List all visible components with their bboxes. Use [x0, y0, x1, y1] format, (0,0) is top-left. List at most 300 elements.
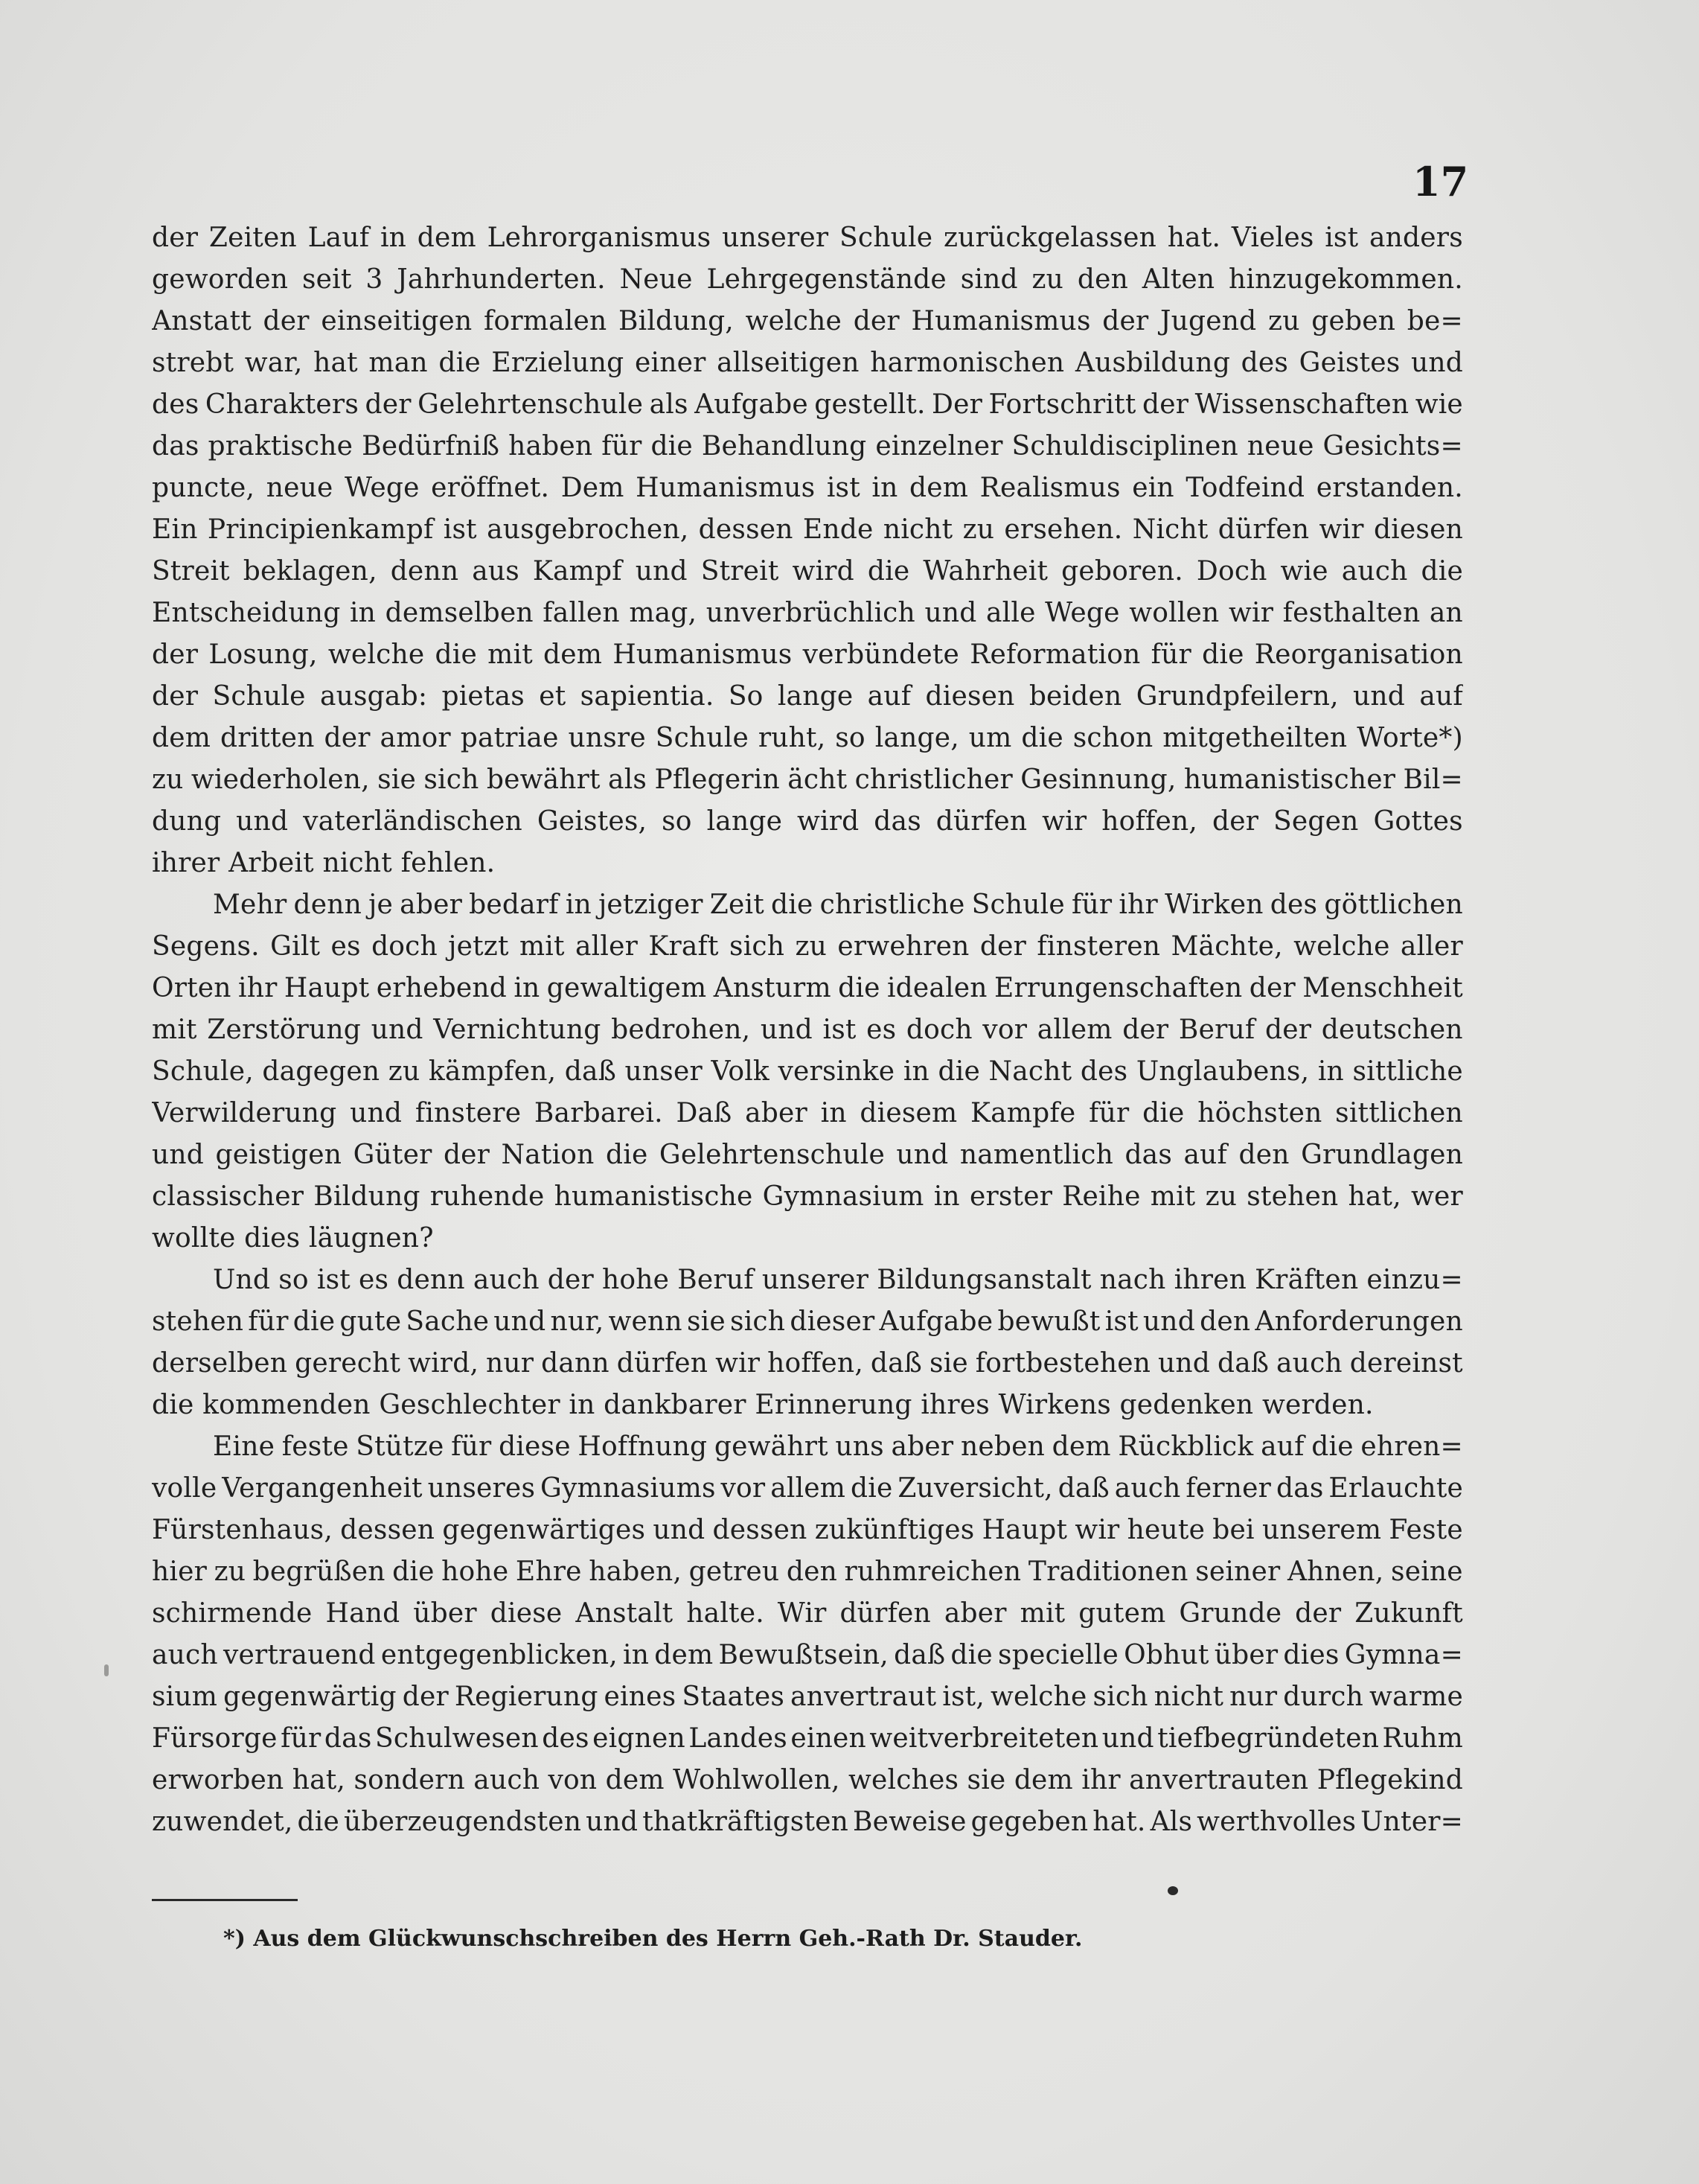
- word: der: [324, 723, 371, 753]
- word: humanistische: [554, 1181, 753, 1212]
- word: und: [371, 1015, 423, 1045]
- word: zu: [795, 931, 828, 962]
- word: ist: [826, 473, 860, 503]
- text-line: [152, 217, 1463, 259]
- word: und: [1158, 1348, 1211, 1379]
- word: Nation: [501, 1140, 595, 1170]
- word: Grundpfeilern,: [1136, 681, 1339, 712]
- word: man: [368, 348, 428, 378]
- word: gegenwärtig: [223, 1682, 397, 1712]
- word: den: [1200, 1306, 1251, 1337]
- word: Kräften: [1255, 1265, 1359, 1295]
- word: ehren=: [1360, 1431, 1463, 1462]
- word: der: [402, 1682, 449, 1712]
- word: 3: [365, 264, 383, 295]
- word: mit: [487, 639, 533, 670]
- word: classischer: [152, 1181, 304, 1212]
- word: auf: [1261, 1431, 1305, 1462]
- word: Zuversicht,: [898, 1473, 1053, 1504]
- word: zu: [214, 1556, 246, 1587]
- word: die: [771, 890, 813, 920]
- text-line: [152, 1801, 1463, 1843]
- word: der: [365, 389, 412, 420]
- word: mit: [1150, 1181, 1196, 1212]
- word: mit: [519, 931, 565, 962]
- word: Realismus: [979, 473, 1121, 503]
- word: Geistes: [1299, 348, 1401, 378]
- text-line: [152, 801, 1463, 843]
- word: den: [786, 1556, 837, 1587]
- word: und: [653, 1515, 705, 1545]
- word: für: [1071, 890, 1113, 920]
- body-text: [152, 217, 1463, 1843]
- word: in: [349, 598, 377, 628]
- word: dann: [541, 1348, 609, 1379]
- word: humanistischer: [1183, 764, 1396, 795]
- word: Fürstenhaus,: [152, 1515, 333, 1545]
- word: welche: [1293, 931, 1390, 962]
- word: Gelehrtenschule: [417, 389, 644, 420]
- word: sapientia.: [580, 681, 714, 712]
- word: Vieles: [1231, 223, 1314, 253]
- word: halte.: [686, 1598, 764, 1629]
- word: Wege: [345, 473, 420, 503]
- text-line: [152, 634, 1463, 676]
- word: Zerstörung: [207, 1015, 362, 1045]
- text-line: [152, 1093, 1463, 1134]
- word: hat,: [1348, 1181, 1401, 1212]
- word: feste: [281, 1431, 349, 1462]
- word: die: [938, 1056, 980, 1087]
- word: Fürsorge: [152, 1723, 278, 1754]
- word: Pflegekind: [1316, 1765, 1463, 1795]
- word: zu: [962, 514, 995, 545]
- word: die: [1202, 639, 1244, 670]
- word: fortbestehen: [975, 1348, 1151, 1379]
- word: Erlauchte: [1328, 1473, 1463, 1504]
- word: den: [1238, 1140, 1290, 1170]
- word: allem: [1037, 1015, 1113, 1045]
- word: jetzt: [448, 931, 509, 962]
- word: durch: [1283, 1682, 1364, 1712]
- word: uns: [835, 1431, 884, 1462]
- word: Losung,: [208, 639, 318, 670]
- text-line: [152, 1134, 1463, 1176]
- word: Wissenschaften: [1194, 389, 1410, 420]
- word: eines: [604, 1682, 676, 1712]
- word: welche: [327, 639, 425, 670]
- word: Ein: [152, 514, 198, 545]
- text-line: [152, 1551, 1463, 1593]
- word: hat.: [1092, 1807, 1146, 1837]
- word: Geistes,: [537, 806, 647, 837]
- word: Hoffnung: [577, 1431, 708, 1462]
- word: nicht: [1154, 1682, 1224, 1712]
- word: Kampfe: [970, 1098, 1076, 1128]
- word: Eine: [213, 1431, 275, 1462]
- text-line: [152, 593, 1463, 634]
- word: dem: [1014, 1765, 1073, 1795]
- text-line: ihrer Arbeit nicht fehlen.: [152, 848, 496, 878]
- text-line: [152, 426, 1463, 467]
- word: amor: [380, 723, 451, 753]
- word: Gesichts=: [1322, 431, 1463, 462]
- word: auf: [867, 681, 912, 712]
- word: hinzugekommen.: [1229, 264, 1463, 295]
- word: und: [896, 1140, 949, 1170]
- word: und: [236, 806, 289, 837]
- word: und: [1101, 1723, 1154, 1754]
- word: welche: [990, 1682, 1087, 1712]
- word: je: [368, 890, 394, 920]
- word: das: [1124, 1140, 1173, 1170]
- word: sittlichen: [1335, 1098, 1463, 1128]
- word: fallen: [543, 598, 620, 628]
- word: Bewußtsein,: [718, 1640, 889, 1670]
- word: Beruf: [1178, 1015, 1255, 1045]
- word: diesen: [1373, 514, 1463, 545]
- word: ersehen.: [1004, 514, 1123, 545]
- word: strebt: [152, 348, 234, 378]
- word: Ende: [802, 514, 874, 545]
- word: auch: [473, 1765, 540, 1795]
- word: so: [278, 1265, 309, 1295]
- word: doch: [371, 931, 438, 962]
- word: Reihe: [1062, 1181, 1141, 1212]
- word: Hand: [325, 1598, 400, 1629]
- word: geboren.: [1061, 556, 1183, 587]
- word: Mehr: [213, 890, 287, 920]
- word: ausgebrochen,: [487, 514, 689, 545]
- word: volle: [152, 1473, 217, 1504]
- word: Schuldisciplinen: [1011, 431, 1238, 462]
- word: hohe: [602, 1265, 670, 1295]
- word: praktische: [208, 431, 353, 462]
- word: Schule: [655, 723, 749, 753]
- word: die: [1142, 1098, 1185, 1128]
- word: Unglaubens,: [1136, 1056, 1310, 1087]
- text-line: [152, 1176, 1463, 1218]
- word: auch: [473, 1265, 540, 1295]
- word: für: [1089, 1098, 1130, 1128]
- text-line: [152, 1676, 1463, 1718]
- word: neue: [266, 473, 333, 503]
- word: unseres: [427, 1473, 536, 1504]
- text-line: [152, 1259, 1463, 1301]
- word: Ehre: [515, 1556, 582, 1587]
- word: und: [493, 1306, 546, 1337]
- word: Lehrorganismus: [487, 223, 711, 253]
- word: des: [1080, 1056, 1128, 1087]
- text-line: [152, 1009, 1463, 1051]
- word: über: [1214, 1640, 1279, 1670]
- word: welches: [848, 1765, 959, 1795]
- word: ruhmreichen: [844, 1556, 1022, 1587]
- word: des: [1270, 890, 1318, 920]
- word: unserer: [761, 1265, 869, 1295]
- word: Schule: [212, 681, 306, 712]
- footnote: *) Aus dem Glückwunschschreiben des Herrn Geh.-Rath Dr. Stauder.: [223, 1926, 1083, 1952]
- word: Stütze: [356, 1431, 444, 1462]
- text-line: [152, 1468, 1463, 1510]
- word: Aufgabe: [694, 389, 808, 420]
- word: dies: [1283, 1640, 1340, 1670]
- word: die: [297, 1807, 339, 1837]
- word: Errungenschaften: [994, 973, 1243, 1003]
- word: Dem: [560, 473, 624, 503]
- word: geben: [1311, 306, 1396, 336]
- word: Schulwesen: [374, 1723, 539, 1754]
- word: die: [950, 1640, 993, 1670]
- word: der: [979, 931, 1027, 962]
- word: ist: [1104, 1306, 1139, 1337]
- word: ihr: [1119, 890, 1158, 920]
- word: Lauf: [307, 223, 370, 253]
- word: lange,: [874, 723, 959, 753]
- word: zurückgelassen: [943, 223, 1157, 253]
- word: diese: [499, 1431, 571, 1462]
- word: der: [443, 1140, 490, 1170]
- word: wir: [1042, 806, 1087, 837]
- word: finstere: [415, 1098, 522, 1128]
- word: be=: [1407, 306, 1463, 336]
- word: der: [152, 639, 199, 670]
- word: die: [650, 431, 693, 462]
- word: und: [760, 1015, 813, 1045]
- text-line: [152, 676, 1463, 718]
- word: versinke: [778, 1056, 895, 1087]
- word: dürfen: [935, 806, 1028, 837]
- word: ferner: [1186, 1473, 1272, 1504]
- word: auch: [1341, 556, 1408, 587]
- word: hat.: [1167, 223, 1221, 253]
- word: als: [649, 389, 688, 420]
- word: tiefbegründeten: [1157, 1723, 1380, 1754]
- word: hat: [313, 348, 358, 378]
- word: sium: [152, 1682, 218, 1712]
- word: neben: [960, 1431, 1045, 1462]
- word: haben: [508, 431, 593, 462]
- word: der: [1295, 1598, 1342, 1629]
- word: und: [350, 1098, 403, 1128]
- word: dem: [417, 223, 476, 253]
- word: Behandlung: [701, 431, 867, 462]
- text-line: [152, 759, 1463, 801]
- word: aber: [944, 1598, 1007, 1629]
- word: hier: [152, 1556, 208, 1587]
- word: nur: [1229, 1682, 1278, 1712]
- text-line: [152, 551, 1463, 593]
- word: Gilt: [270, 931, 321, 962]
- word: höchsten: [1197, 1098, 1322, 1128]
- word: Bedürfniß: [362, 431, 500, 462]
- word: Segens.: [152, 931, 260, 962]
- word: mitgetheilten: [1162, 723, 1348, 753]
- word: zu: [1205, 1181, 1238, 1212]
- word: und: [924, 598, 977, 628]
- word: alle: [986, 598, 1036, 628]
- word: Bildung: [313, 1181, 420, 1212]
- text-line: [152, 1635, 1463, 1676]
- word: die: [1421, 556, 1463, 587]
- word: deutschen: [1321, 1015, 1463, 1045]
- word: dessen: [712, 1515, 807, 1545]
- word: wir: [715, 1348, 761, 1379]
- word: sich: [1092, 1682, 1148, 1712]
- word: dürfen: [839, 1598, 931, 1629]
- word: nur: [486, 1348, 534, 1379]
- word: ist: [443, 514, 477, 545]
- word: der: [547, 1265, 594, 1295]
- word: gegenwärtiges: [442, 1515, 646, 1545]
- word: das: [874, 806, 921, 837]
- word: in: [623, 1640, 650, 1670]
- word: Schule: [971, 890, 1065, 920]
- word: der: [263, 306, 310, 336]
- text-line: [152, 259, 1463, 301]
- word: daß: [1058, 1473, 1110, 1504]
- word: auf: [1419, 681, 1463, 712]
- word: harmonischen: [870, 348, 1065, 378]
- text-line: [152, 1718, 1463, 1760]
- word: nach: [1099, 1265, 1166, 1295]
- word: wird,: [408, 1348, 479, 1379]
- word: dem: [1052, 1431, 1111, 1462]
- word: seit: [301, 264, 352, 295]
- word: zu: [1268, 306, 1300, 336]
- word: wir: [1319, 514, 1364, 545]
- word: festhalten: [1282, 598, 1421, 628]
- word: Obhut: [1124, 1640, 1209, 1670]
- word: für: [451, 1431, 492, 1462]
- word: Beweise: [853, 1807, 967, 1837]
- word: doch: [906, 1015, 973, 1045]
- word: diesem: [860, 1098, 958, 1128]
- word: in: [903, 1056, 930, 1087]
- word: einzelner: [875, 431, 1003, 462]
- word: mag,: [629, 598, 697, 628]
- word: Grunde: [1179, 1598, 1282, 1629]
- word: für: [601, 431, 642, 462]
- word: gestellt.: [814, 389, 926, 420]
- word: Zeiten: [208, 223, 297, 253]
- word: der: [853, 306, 900, 336]
- word: dem: [543, 639, 603, 670]
- word: anvertrauten: [1129, 1765, 1309, 1795]
- word: erhebend: [376, 973, 507, 1003]
- word: der: [1264, 1015, 1312, 1045]
- word: nur,: [550, 1306, 604, 1337]
- word: auch: [1276, 1348, 1343, 1379]
- word: denn: [390, 556, 459, 587]
- word: wir: [1228, 598, 1274, 628]
- word: ist,: [942, 1682, 985, 1712]
- word: für: [281, 1723, 321, 1754]
- word: Erzielung: [491, 348, 624, 378]
- word: zu: [1031, 264, 1064, 295]
- word: ihren: [1174, 1265, 1247, 1295]
- word: gute: [339, 1306, 402, 1337]
- word: das: [324, 1723, 372, 1754]
- word: lange: [706, 806, 783, 837]
- word: Gelehrtenschule: [659, 1140, 885, 1170]
- word: Anforderungen: [1255, 1306, 1463, 1337]
- word: puncte,: [152, 473, 255, 503]
- word: geworden: [152, 264, 289, 295]
- word: das: [152, 431, 199, 462]
- word: seiner: [1195, 1556, 1281, 1587]
- word: bewährt: [486, 764, 601, 795]
- word: getreu: [688, 1556, 780, 1587]
- word: zukünftiges: [814, 1515, 975, 1545]
- word: finsteren: [1037, 931, 1161, 962]
- word: nicht: [883, 514, 953, 545]
- word: der: [152, 681, 199, 712]
- text-line: [152, 718, 1463, 759]
- word: haben,: [589, 1556, 682, 1587]
- word: bei: [1212, 1515, 1255, 1545]
- word: formalen: [483, 306, 607, 336]
- word: Jugend: [1160, 306, 1257, 336]
- word: Nicht: [1132, 514, 1209, 545]
- word: daß: [870, 1348, 923, 1379]
- word: der: [152, 223, 199, 253]
- word: namentlich: [959, 1140, 1113, 1170]
- word: Zeit: [709, 890, 764, 920]
- word: Landes: [688, 1723, 787, 1754]
- word: dereinst: [1349, 1348, 1463, 1379]
- word: Ausbildung: [1075, 348, 1231, 378]
- word: Daß: [676, 1098, 732, 1128]
- word: um: [968, 723, 1012, 753]
- word: der: [1249, 973, 1296, 1003]
- text-line: [152, 1343, 1463, 1385]
- text-line: die kommenden Geschlechter in dankbarer Erinnerung ihres Wirkens gedenken werden.: [152, 1390, 1374, 1420]
- word: hoffen,: [767, 1348, 863, 1379]
- word: Nacht: [988, 1056, 1072, 1087]
- word: Wohlwollen,: [673, 1765, 840, 1795]
- word: es: [866, 1015, 897, 1045]
- text-line: [152, 342, 1463, 384]
- word: wie: [1415, 389, 1463, 420]
- word: Charakters: [205, 389, 359, 420]
- word: Humanismus: [636, 473, 816, 503]
- word: Principienkampf: [207, 514, 434, 545]
- word: diesen: [925, 681, 1015, 712]
- word: ein: [1132, 473, 1174, 503]
- word: die: [438, 348, 481, 378]
- word: so: [835, 723, 866, 753]
- word: wird: [796, 806, 860, 837]
- word: Wir: [777, 1598, 827, 1629]
- word: aus: [472, 556, 519, 587]
- word: und: [635, 556, 688, 587]
- word: hoffen,: [1101, 806, 1198, 837]
- word: ruhende: [429, 1181, 545, 1212]
- word: specielle: [998, 1640, 1119, 1670]
- word: für: [248, 1306, 289, 1337]
- word: Menschheit: [1302, 973, 1463, 1003]
- word: neue: [1247, 431, 1314, 462]
- word: Staates: [682, 1682, 785, 1712]
- word: die: [392, 1556, 435, 1587]
- word: die: [1311, 1431, 1354, 1462]
- word: Reorganisation: [1254, 639, 1463, 670]
- word: erworben: [152, 1765, 284, 1795]
- word: Pflegerin: [654, 764, 780, 795]
- word: allseitigen: [717, 348, 860, 378]
- word: an: [1429, 598, 1463, 628]
